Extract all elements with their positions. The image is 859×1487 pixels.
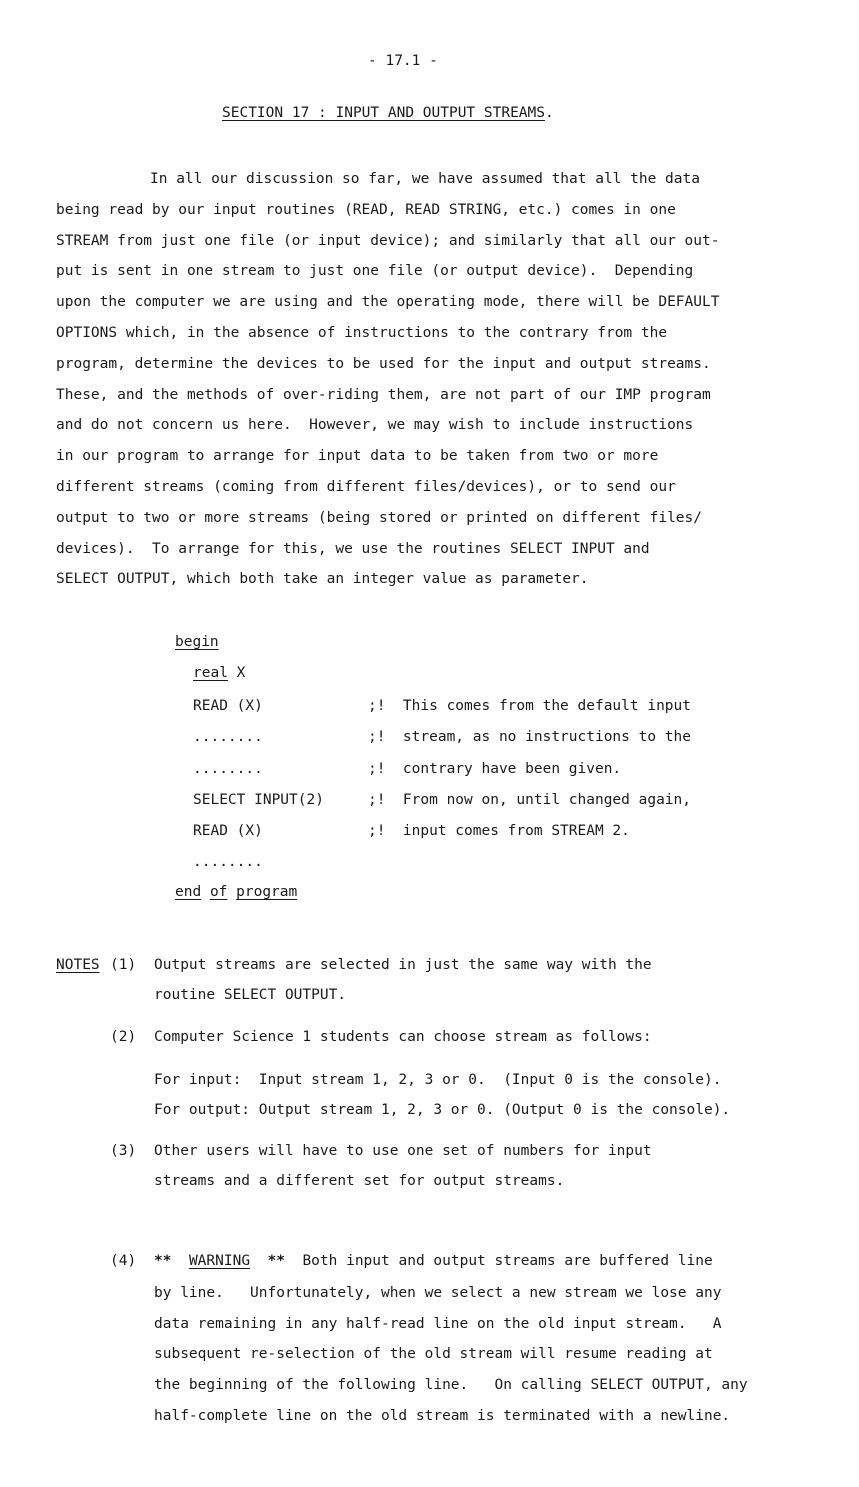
code-end-keyword: end	[175, 884, 202, 900]
note-line: For input: Input stream 1, 2, 3 or 0. (Input 0 is the console).	[154, 1072, 722, 1088]
warning-line: the beginning of the following line. On calling SELECT OUTPUT, any	[154, 1377, 748, 1393]
warning-stars-right: **	[267, 1253, 285, 1269]
code-comment: ;! stream, as no instructions to the	[368, 729, 692, 745]
notes-label: NOTES	[56, 957, 100, 973]
note-number: (4)	[110, 1253, 137, 1269]
warning-label: WARNING	[188, 1253, 251, 1269]
intro-line: output to two or more streams (being stored or printed on different files/	[56, 510, 703, 526]
warning-line: subsequent re-selection of the old stream will resume reading at	[154, 1346, 713, 1362]
warning-first-line	[154, 1252, 713, 1270]
intro-line: SELECT OUTPUT, which both take an integer value as parameter.	[56, 571, 589, 587]
warning-line: half-complete line on the old stream is terminated with a newline.	[154, 1408, 731, 1424]
intro-line: devices). To arrange for this, we use the routines SELECT INPUT and	[56, 541, 650, 557]
intro-line: and do not concern us here. However, we may wish to include instructions	[56, 417, 694, 433]
section-title-text: SECTION 17 : INPUT AND OUTPUT STREAMS	[222, 105, 546, 121]
code-end-statement	[175, 883, 297, 901]
code-real-keyword: real	[193, 665, 228, 681]
intro-line: being read by our input routines (READ, READ STRING, etc.) comes in one	[56, 202, 676, 218]
warning-text: Both input and output streams are buffered line	[302, 1253, 713, 1269]
note-number: (1)	[110, 957, 137, 973]
intro-line: put is sent in one stream to just one file (or output device). Depending	[56, 263, 694, 279]
code-statement: ........	[193, 729, 263, 745]
code-statement: ........	[193, 854, 263, 870]
note-number: (3)	[110, 1143, 137, 1159]
note-line: streams and a different set for output streams.	[154, 1173, 565, 1189]
code-statement: SELECT INPUT(2)	[193, 792, 324, 808]
code-comment: ;! contrary have been given.	[368, 761, 622, 777]
warning-stars-left: **	[154, 1253, 172, 1269]
code-real-variable: X	[227, 665, 246, 681]
intro-line: in our program to arrange for input data to be taken from two or more	[56, 448, 659, 464]
note-line: routine SELECT OUTPUT.	[154, 987, 347, 1003]
intro-line: These, and the methods of over-riding them, are not part of our IMP program	[56, 387, 711, 403]
note-number: (2)	[110, 1029, 137, 1045]
intro-line: STREAM from just one file (or input device); and similarly that all our out-	[56, 233, 720, 249]
intro-line: In all our discussion so far, we have assumed that all the data	[150, 171, 700, 187]
code-comment: ;! input comes from STREAM 2.	[368, 823, 630, 839]
intro-line: program, determine the devices to be used for the input and output streams.	[56, 356, 711, 372]
intro-line: different streams (coming from different files/devices), or to send our	[56, 479, 676, 495]
page-number: - 17.1 -	[368, 53, 438, 69]
warning-line: data remaining in any half-read line on the old input stream. A	[154, 1316, 722, 1332]
code-declaration	[193, 664, 245, 682]
section-title	[222, 104, 554, 122]
intro-line: OPTIONS which, in the absence of instructions to the contrary from the	[56, 325, 668, 341]
section-title-period: .	[545, 105, 554, 121]
code-statement: READ (X)	[193, 698, 263, 714]
code-program-keyword: program	[236, 884, 298, 900]
note-line: For output: Output stream 1, 2, 3 or 0. (Output 0 is the console).	[154, 1102, 731, 1118]
warning-line: by line. Unfortunately, when we select a new stream we lose any	[154, 1285, 722, 1301]
note-line: Output streams are selected in just the same way with the	[154, 957, 652, 973]
intro-line: upon the computer we are using and the operating mode, there will be DEFAULT	[56, 294, 720, 310]
code-of-keyword: of	[209, 884, 228, 900]
note-line: Computer Science 1 students can choose stream as follows:	[154, 1029, 652, 1045]
code-comment: ;! From now on, until changed again,	[368, 792, 692, 808]
code-begin-keyword: begin	[175, 634, 219, 650]
code-comment: ;! This comes from the default input	[368, 698, 692, 714]
code-statement: READ (X)	[193, 823, 263, 839]
note-line: Other users will have to use one set of numbers for input	[154, 1143, 652, 1159]
code-statement: ........	[193, 761, 263, 777]
